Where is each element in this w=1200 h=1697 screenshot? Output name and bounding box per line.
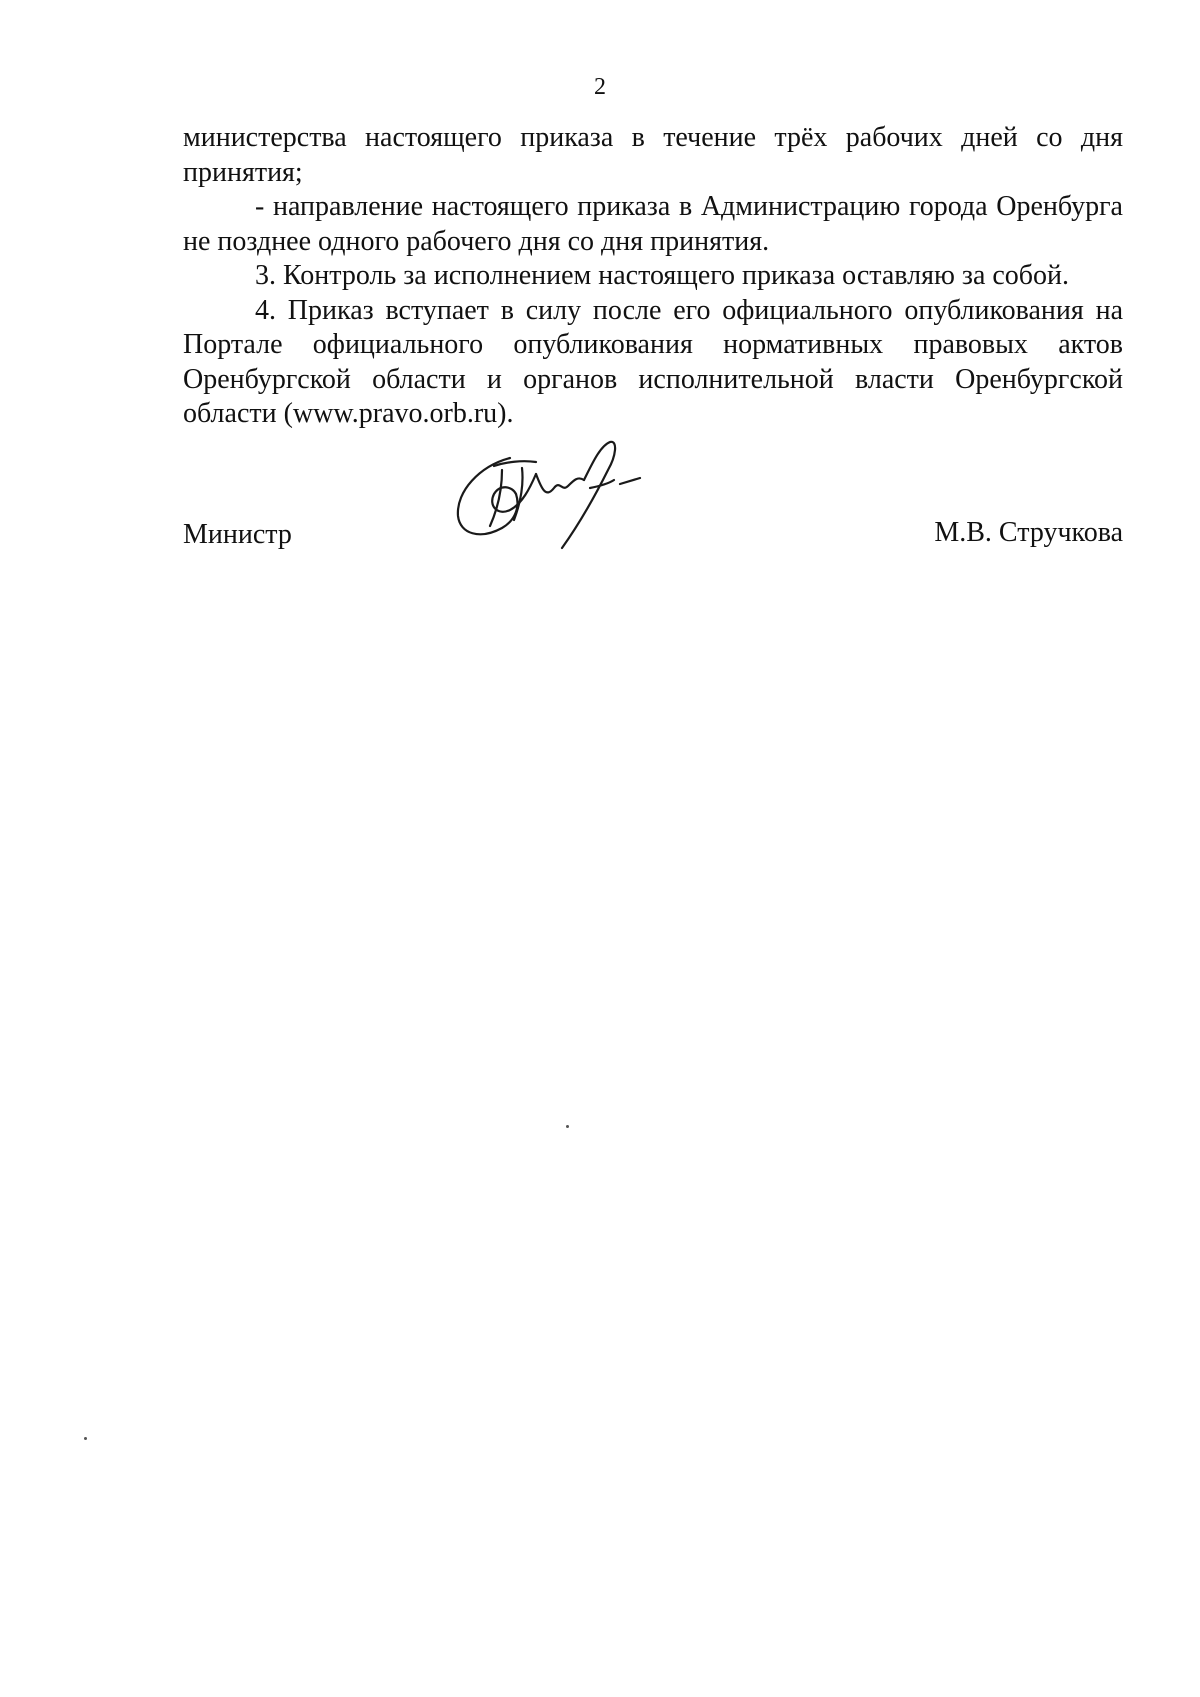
scan-speck	[566, 1125, 569, 1128]
paragraph-list-item: - направление настоящего приказа в Администрацию города Оренбурга не позднее одного рабочего дня со дня принятия.	[183, 191, 1123, 257]
paragraph-item-4: 4. Приказ вступает в силу после его официального опубликования на Портале официального опубликования нормативных правовых актов Оренбургской области и органов исполнительной власти Оренбургской области (www.pravo.orb.ru).	[183, 294, 1123, 429]
signature-block	[183, 500, 1123, 550]
signatory-title: Министр	[183, 519, 292, 550]
page-number: 2	[594, 74, 606, 100]
handwritten-signature	[450, 436, 650, 560]
scan-speck	[84, 1437, 87, 1440]
paragraph-item-3: 3. Контроль за исполнением настоящего приказа оставляю за собой.	[255, 260, 1070, 291]
signatory-name: М.В. Стручкова	[934, 517, 1123, 548]
document-body	[183, 121, 1123, 432]
paragraph-continuation: министерства настоящего приказа в течение трёх рабочих дней со дня принятия;	[183, 122, 1123, 188]
